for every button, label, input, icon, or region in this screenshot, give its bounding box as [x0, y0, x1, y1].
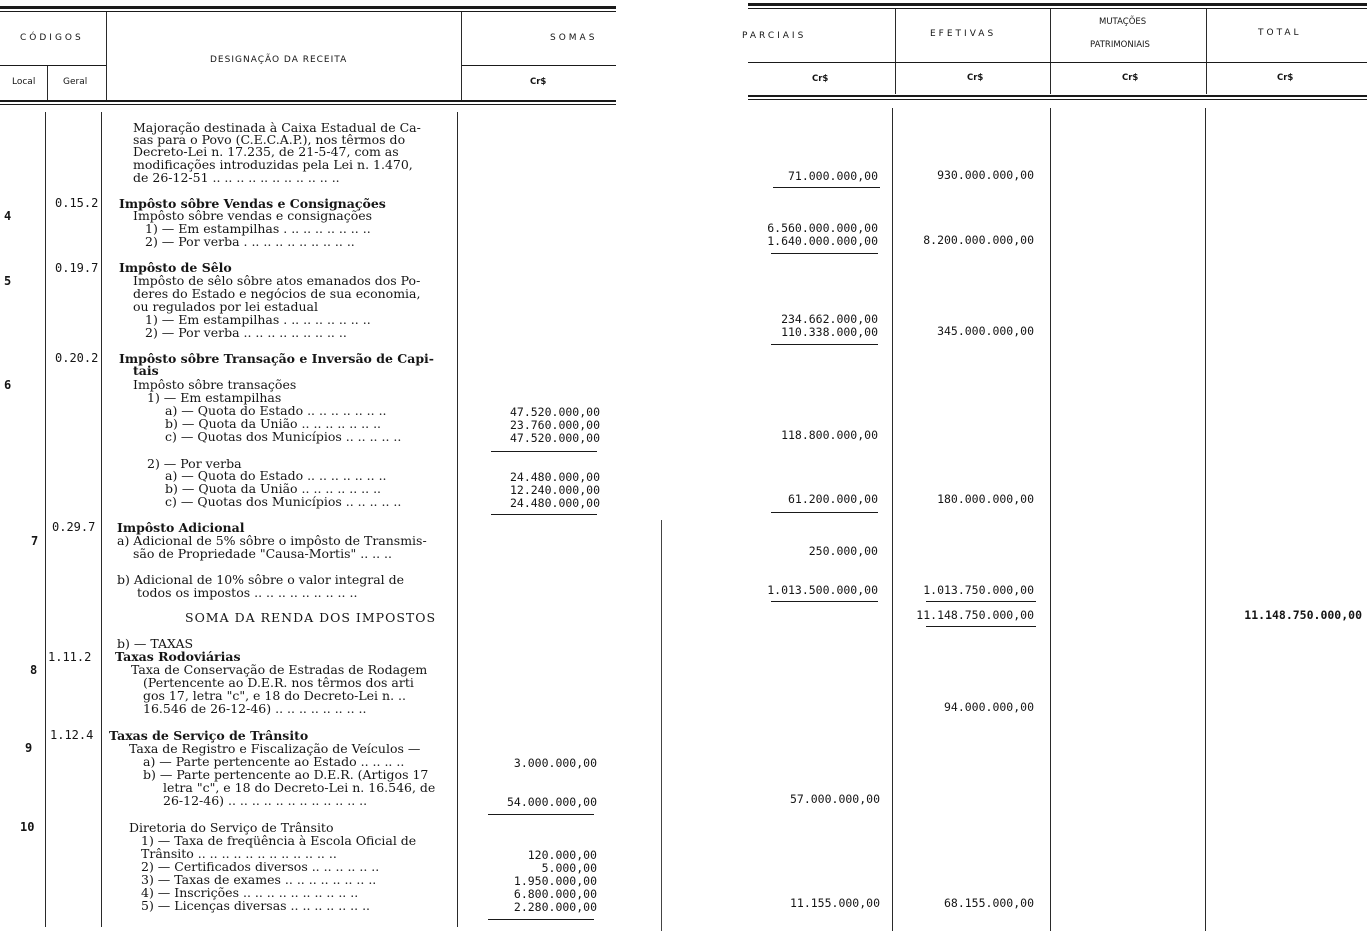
efetiva-value: 68.155.000,00	[943, 896, 1034, 910]
row-text: Majoração destinada à Caixa Estadual de Ca-	[133, 120, 421, 135]
row-text: sas para o Povo (C.E.C.A.P.), nos têrmos do	[133, 132, 406, 147]
row-heading: Impôsto sôbre Vendas e Consignações	[119, 196, 386, 211]
parcial-value: 1.640.000.000,00	[767, 234, 878, 248]
row-text: b) — Quota da União .. .. .. .. .. .. ..	[165, 481, 382, 496]
soma-value: 5.000,00	[541, 861, 597, 875]
soma-value: 24.480.000,00	[509, 470, 600, 484]
header-split	[748, 62, 1367, 63]
header-local: Local	[12, 77, 36, 87]
top-rule-thin	[748, 8, 1367, 9]
row-text: 1) — Taxa de freqüência à Escola Oficial de	[141, 833, 417, 848]
header-unit: Cr$	[1122, 73, 1139, 83]
row-text: c) — Quotas dos Municípios .. .. .. .. ..	[165, 429, 402, 444]
header-geral: Geral	[63, 77, 88, 87]
efetiva-value: 1.013.750.000,00	[923, 583, 1034, 597]
soma-value: 47.520.000,00	[509, 405, 600, 419]
row-text: Impôsto de sêlo sôbre atos emanados dos Po-	[133, 273, 421, 288]
parcial-value: 110.338.000,00	[781, 325, 878, 339]
codigo-local: 10	[20, 820, 35, 834]
row-heading: tais	[133, 363, 159, 378]
codigo-local: 6	[4, 378, 12, 392]
row-text: 16.546 de 26-12-46) .. .. .. .. .. .. .. ..	[143, 701, 367, 716]
header-codigos: CÓDIGOS	[20, 33, 84, 43]
sum-rule	[771, 253, 878, 254]
row-text: letra "c", e 18 do Decreto-Lei n. 16.546, de	[163, 780, 436, 795]
header-bottom-rule-thin	[748, 99, 1367, 100]
sum-rule	[926, 626, 1036, 627]
row-text: modificações introduzidas pela Lei n. 1.470,	[133, 157, 413, 172]
soma-value: 120.000,00	[527, 848, 597, 862]
header-somas: SOMAS	[550, 33, 598, 43]
header-divider	[47, 66, 48, 100]
efetiva-value: 8.200.000.000,00	[923, 233, 1034, 247]
header-divider	[461, 12, 462, 100]
row-text: Impôsto sôbre transações	[133, 377, 297, 392]
soma-value: 1.950.000,00	[513, 874, 597, 888]
row-text: 2) — Por verba . .. .. .. .. .. .. .. .. ..	[145, 234, 355, 249]
row-text: b) — Quota da União .. .. .. .. .. .. ..	[165, 416, 382, 431]
parcial-value: 250.000,00	[808, 544, 878, 558]
header-divider	[1206, 9, 1207, 94]
column-rule	[1205, 108, 1206, 931]
top-rule-thin	[0, 11, 616, 12]
header-mutacoes: MUTAÇÕES	[1099, 17, 1147, 27]
row-text: 1) — Em estampilhas . .. .. .. .. .. .. ..	[145, 312, 371, 327]
header-unit: Cr$	[812, 74, 829, 84]
soma-value: 12.240.000,00	[509, 483, 600, 497]
header-divider	[106, 12, 107, 100]
row-text: de 26-12-51 .. .. .. .. .. .. .. .. .. .. ..	[133, 170, 340, 185]
parcial-value: 57.000.000,00	[789, 792, 880, 806]
row-heading: Taxas de Serviço de Trânsito	[109, 728, 309, 743]
codigo-geral: 0.19.7	[55, 261, 99, 275]
soma-renda-impostos: SOMA DA RENDA DOS IMPOSTOS	[185, 610, 437, 625]
header-bottom-rule	[0, 100, 616, 102]
parcial-value: 11.155.000,00	[789, 896, 880, 910]
top-rule	[0, 6, 616, 9]
efetiva-value: 345.000.000,00	[937, 324, 1034, 338]
parcial-value: 71.000.000,00	[787, 169, 878, 183]
header-total: TOTAL	[1258, 28, 1302, 38]
codigo-local: 7	[31, 534, 39, 548]
row-text: 2) — Por verba .. .. .. .. .. .. .. .. ..	[145, 325, 347, 340]
codigos-split	[0, 65, 106, 66]
codigo-geral: 0.29.7	[52, 520, 96, 534]
sum-rule	[488, 814, 594, 815]
header-bottom-rule	[748, 95, 1367, 97]
row-text: a) — Parte pertencente ao Estado .. .. .. ..	[143, 754, 405, 769]
row-heading: Taxas Rodoviárias	[115, 649, 241, 664]
row-text: a) — Quota do Estado .. .. .. .. .. .. ..	[165, 468, 387, 483]
row-text: a) Adicional de 5% sôbre o impôsto de Transmis-	[117, 533, 427, 548]
soma-value: 2.280.000,00	[513, 900, 597, 914]
soma-value: 47.520.000,00	[509, 431, 600, 445]
sum-rule	[773, 187, 880, 188]
codigo-local: 4	[4, 209, 12, 223]
row-text: 1) — Em estampilhas . .. .. .. .. .. .. ..	[145, 221, 371, 236]
row-text: 26-12-46) .. .. .. .. .. .. .. .. .. .. .. ..	[163, 793, 368, 808]
row-text: 5) — Licenças diversas .. .. .. .. .. .. ..	[141, 898, 371, 913]
header-unit: Cr$	[1277, 73, 1294, 83]
parcial-value: 118.800.000,00	[781, 428, 878, 442]
row-text: (Pertencente ao D.E.R. nos têrmos dos arti	[143, 675, 414, 690]
header-designacao: DESIGNAÇÃO DA RECEITA	[210, 55, 348, 65]
efetiva-value: 94.000.000,00	[943, 700, 1034, 714]
row-text: Diretoria do Serviço de Trânsito	[129, 820, 334, 835]
codigo-local: 8	[30, 663, 38, 677]
row-text: 4) — Inscrições .. .. .. .. .. .. .. .. .. ..	[141, 885, 359, 900]
row-text: 2) — Por verba	[147, 456, 242, 471]
sum-rule	[771, 344, 878, 345]
soma-value: 3.000.000,00	[513, 756, 597, 770]
parcial-value: 6.560.000.000,00	[767, 221, 878, 235]
header-somas-unit: Cr$	[530, 77, 547, 87]
column-rule	[1050, 108, 1051, 931]
codigo-local: 9	[25, 741, 33, 755]
sum-rule	[491, 514, 597, 515]
row-heading: Impôsto sôbre Transação e Inversão de Capi-	[119, 351, 434, 366]
row-text: Taxa de Conservação de Estradas de Rodagem	[131, 662, 428, 677]
row-text: todos os impostos .. .. .. .. .. .. .. .. ..	[137, 585, 358, 600]
header-efetivas: EFETIVAS	[930, 29, 997, 39]
row-text: c) — Quotas dos Municípios .. .. .. .. ..	[165, 494, 402, 509]
column-rule	[101, 112, 102, 927]
row-text: 2) — Certificados diversos .. .. .. .. .. ..	[141, 859, 380, 874]
codigo-geral: 0.15.2	[55, 196, 99, 210]
gutter-line	[661, 520, 662, 931]
section-taxas: b) — TAXAS	[117, 636, 194, 651]
efetiva-total-impostos: 11.148.750.000,00	[916, 608, 1034, 622]
column-rule	[457, 112, 458, 927]
parcial-value: 234.662.000,00	[781, 312, 878, 326]
row-text: são de Propriedade "Causa-Mortis" .. .. ..	[133, 546, 393, 561]
row-text: a) — Quota do Estado .. .. .. .. .. .. ..	[165, 403, 387, 418]
header-parciais: PARCIAIS	[742, 31, 807, 41]
sum-rule	[771, 512, 878, 513]
efetiva-value: 180.000.000,00	[937, 492, 1034, 506]
row-heading: Impôsto Adicional	[117, 520, 245, 535]
column-rule	[45, 112, 46, 927]
row-text: Taxa de Registro e Fiscalização de Veículos —	[129, 741, 421, 756]
sum-rule	[488, 919, 594, 920]
codigo-geral: 0.20.2	[55, 351, 99, 365]
soma-value: 54.000.000,00	[506, 795, 597, 809]
row-text: ou regulados por lei estadual	[133, 299, 318, 314]
codigo-geral: 1.12.4	[50, 728, 94, 742]
row-text: deres do Estado e negócios de sua economia,	[133, 286, 421, 301]
row-text: Impôsto sôbre vendas e consignações	[133, 208, 373, 223]
header-divider	[1050, 9, 1051, 94]
column-rule	[892, 108, 893, 931]
sum-rule	[926, 601, 1036, 602]
parcial-value: 1.013.500.000,00	[767, 583, 878, 597]
efetiva-value: 930.000.000,00	[937, 168, 1034, 182]
row-text: Decreto-Lei n. 17.235, de 21-5-47, com as	[133, 144, 399, 159]
somas-split	[462, 65, 616, 66]
row-text: b) Adicional de 10% sôbre o valor integral de	[117, 572, 405, 587]
parcial-value: 61.200.000,00	[787, 492, 878, 506]
row-text: gos 17, letra "c", e 18 do Decreto-Lei n. ..	[143, 688, 406, 703]
row-text: b) — Parte pertencente ao D.E.R. (Artigos 17	[143, 767, 429, 782]
soma-value: 23.760.000,00	[509, 418, 600, 432]
header-bottom-rule-thin	[0, 104, 616, 105]
top-rule	[748, 3, 1367, 6]
header-divider	[895, 9, 896, 94]
row-text: 1) — Em estampilhas	[147, 390, 282, 405]
sum-rule	[771, 601, 878, 602]
row-text: Trânsito .. .. .. .. .. .. .. .. .. .. .. ..	[141, 846, 337, 861]
total-value: 11.148.750.000,00	[1244, 608, 1362, 622]
header-unit: Cr$	[967, 73, 984, 83]
codigo-geral: 1.11.2	[48, 650, 92, 664]
sum-rule	[491, 451, 597, 452]
row-text: 3) — Taxas de exames .. .. .. .. .. .. .. ..	[141, 872, 377, 887]
codigo-local: 5	[4, 274, 12, 288]
header-patrimoniais: PATRIMONIAIS	[1090, 40, 1150, 50]
row-heading: Impôsto de Sêlo	[119, 260, 232, 275]
soma-value: 6.800.000,00	[513, 887, 597, 901]
soma-value: 24.480.000,00	[509, 496, 600, 510]
